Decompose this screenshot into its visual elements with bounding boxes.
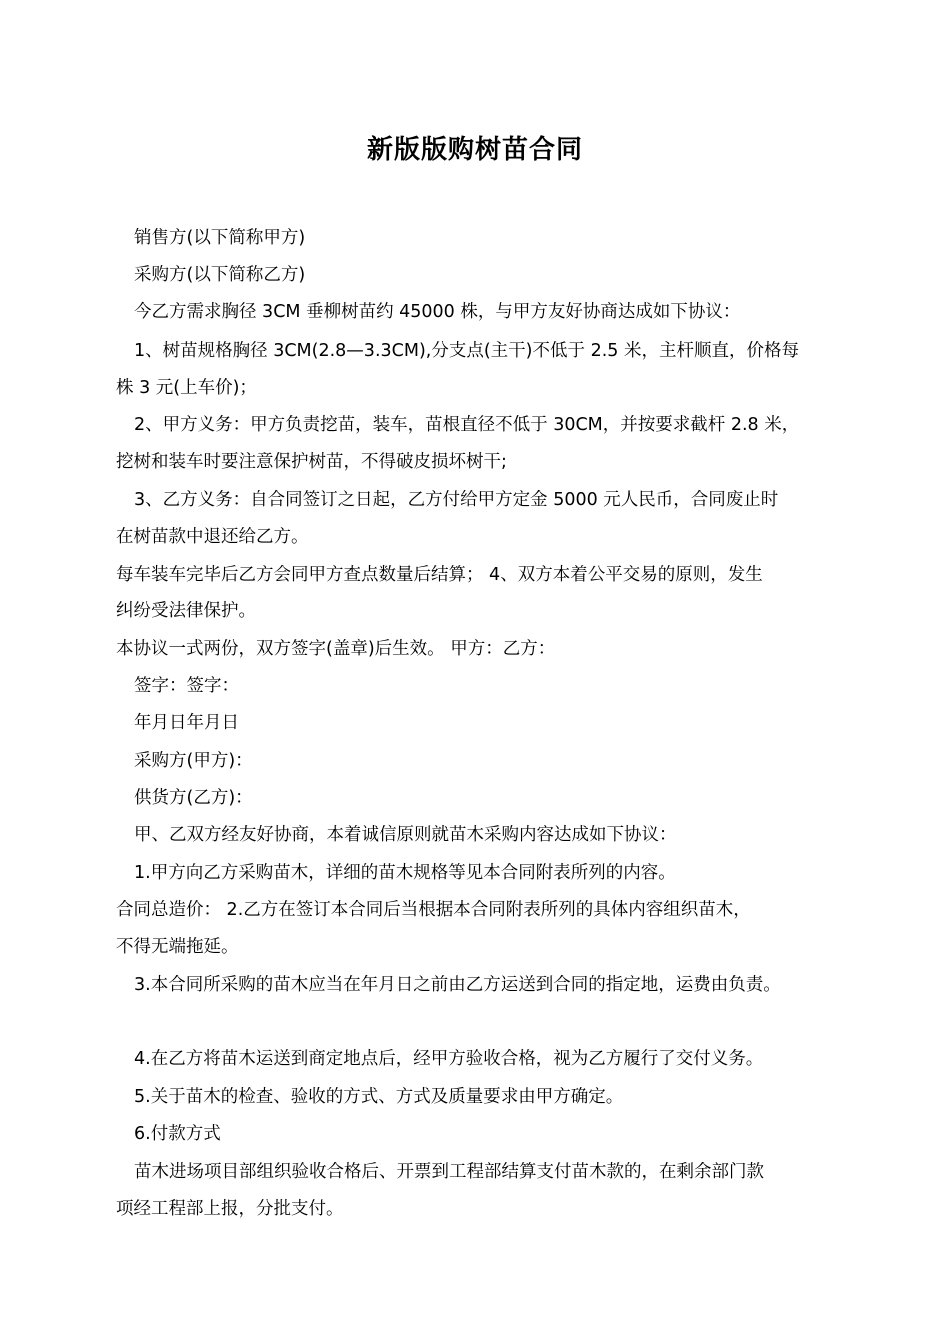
text-line-clause-4b: 纠纷受法律保护。 (116, 601, 256, 621)
text-line-item-5: 5.关于苗木的检查、验收的方式、方式及质量要求由甲方确定。 (134, 1087, 624, 1107)
text-line-payment-a: 苗木进场项目部组织验收合格后、开票到工程部结算支付苗木款的，在剩余部门款 (134, 1162, 764, 1182)
text-line-clause-4a: 每车装车完毕后乙方会同甲方查点数量后结算； 4、双方本着公平交易的原则，发生 (116, 565, 763, 585)
text-line-purchaser: 采购方(甲方)： (134, 751, 253, 771)
text-line-clause-3b: 在树苗款中退还给乙方。 (116, 527, 309, 547)
text-line-payment-b: 项经工程部上报，分批支付。 (116, 1199, 344, 1219)
text-line-effect: 本协议一式两份，双方签字(盖章)后生效。 甲方：乙方： (116, 639, 556, 659)
text-line-clause-2a: 2、甲方义务：甲方负责挖苗，装车，苗根直径不低于 30CM，并按要求截杆 2.8 米， (134, 415, 800, 435)
document-title: 新版版购树苗合同 (366, 135, 583, 165)
text-line-intro: 今乙方需求胸径 3CM 垂柳树苗约 45000 株，与甲方友好协商达成如下协议： (134, 302, 741, 322)
text-line-clause-2b: 挖树和装车时要注意保护树苗，不得破皮损坏树干; (116, 452, 507, 472)
text-line-item-3: 3.本合同所采购的苗木应当在年月日之前由乙方运送到合同的指定地，运费由负责。 (134, 975, 781, 995)
text-line-seller: 销售方(以下简称甲方) (134, 228, 306, 248)
text-line-supplier: 供货方(乙方)： (134, 788, 253, 808)
text-line-clause-1a: 1、树苗规格胸径 3CM(2.8—3.3CM),分支点(主干)不低于 2.5 米，主杆顺直，价格每 (134, 341, 799, 361)
text-line-clause-3a: 3、乙方义务：自合同签订之日起，乙方付给甲方定金 5000 元人民币，合同废止时 (134, 490, 779, 510)
text-line-item-4: 4.在乙方将苗木运送到商定地点后，经甲方验收合格，视为乙方履行了交付义务。 (134, 1049, 764, 1069)
text-line-dates: 年月日年月日 (134, 713, 239, 733)
text-line-item-2b: 不得无端拖延。 (116, 937, 239, 957)
text-line-signatures: 签字：签字： (134, 676, 239, 696)
text-line-item-2a: 合同总造价： 2.乙方在签订本合同后当根据本合同附表所列的具体内容组织苗木， (116, 900, 751, 920)
text-line-item-6: 6.付款方式 (134, 1124, 221, 1144)
text-line-agreement: 甲、乙双方经友好协商，本着诚信原则就苗木采购内容达成如下协议： (134, 825, 677, 845)
text-line-item-1: 1.甲方向乙方采购苗木，详细的苗木规格等见本合同附表所列的内容。 (134, 863, 676, 883)
text-line-clause-1b: 株 3 元(上车价)； (116, 378, 257, 398)
text-line-buyer: 采购方(以下简称乙方) (134, 265, 306, 285)
